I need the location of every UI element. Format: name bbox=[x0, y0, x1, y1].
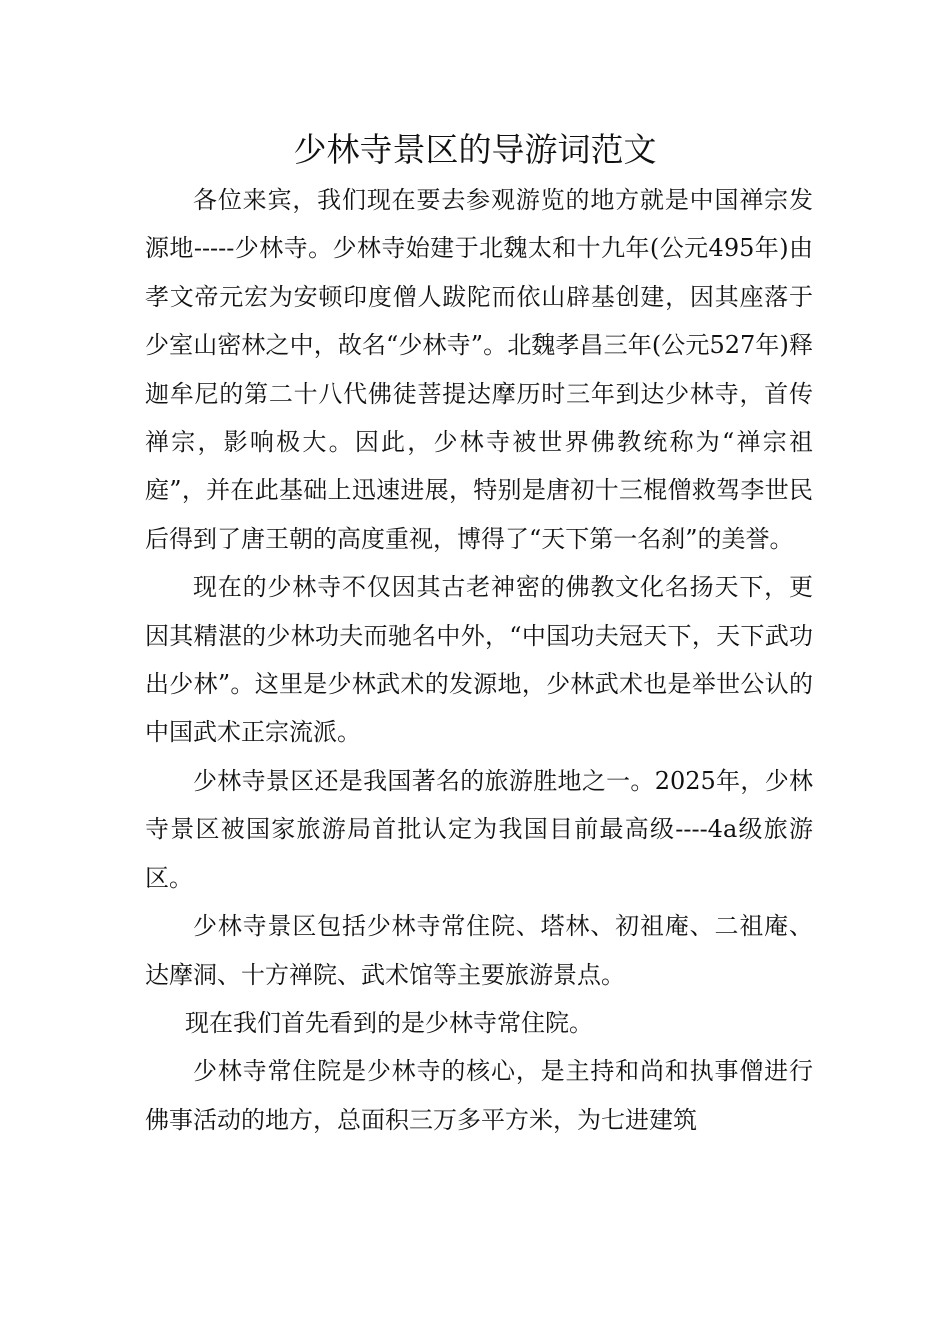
paragraph-1: 各位来宾，我们现在要去参观游览的地方就是中国禅宗发源地-----少林寺。少林寺始建于北魏太和十九年(公元495年)由孝文帝元宏为安顿印度僧人跋陀而依山辟基创建，因其座落于少室山密林之中，故名“少林寺”。北魏孝昌三年(公元527年)释迦牟尼的第二十八代佛徒菩提达摩历时三年到达少林寺，首传禅宗，影响极大。因此，少林寺被世界佛教统称为“禅宗祖庭”，并在此基础上迅速进展，特别是唐初十三棍僧救驾李世民后得到了唐王朝的高度重视，博得了“天下第一名刹”的美誉。 bbox=[145, 186, 813, 553]
paragraph-3: 少林寺景区还是我国著名的旅游胜地之一。2025年，少林寺景区被国家旅游局首批认定为我国目前最高级----4a级旅游区。 bbox=[145, 766, 813, 892]
paragraph-2: 现在的少林寺不仅因其古老神密的佛教文化名扬天下，更因其精湛的少林功夫而驰名中外，“中国功夫冠天下，天下武功出少林”。这里是少林武术的发源地，少林武术也是举世公认的中国武术正宗流派。 bbox=[145, 573, 813, 747]
paragraph-6: 少林寺常住院是少林寺的核心，是主持和尚和执事僧进行佛事活动的地方，总面积三万多平方米，为七进建筑 bbox=[145, 1057, 813, 1134]
document-title: 少林寺景区的导游词范文 bbox=[293, 130, 657, 169]
document-body bbox=[145, 176, 813, 1144]
paragraph-4: 少林寺景区包括少林寺常住院、塔林、初祖庵、二祖庵、达摩洞、十方禅院、武术馆等主要旅游景点。 bbox=[145, 912, 813, 989]
paragraph-5: 现在我们首先看到的是少林寺常住院。 bbox=[185, 1008, 593, 1037]
